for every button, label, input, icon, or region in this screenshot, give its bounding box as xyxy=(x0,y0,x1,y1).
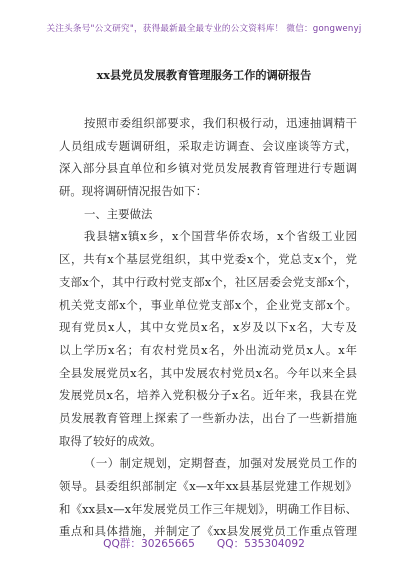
document-title: xx县党员发展教育管理服务工作的调研报告 xyxy=(96,68,312,82)
body-line: 机关党支部x个，事业单位党支部x个，企业党支部x个。 xyxy=(59,297,357,312)
body-line: 研。现将调研情况报告如下： xyxy=(59,184,208,199)
body-line: 人员组成专题调研组，采取走访调查、会议座谈等方式， xyxy=(59,138,357,153)
body-line: 领导。县委组织部制定《x—x年xx县基层党建工作规划》 xyxy=(59,479,357,493)
body-line: 重点和具体措施，并制定了《xx县发展党员工作重点管理 xyxy=(59,524,357,539)
body-line: 支部x个，其中行政村党支部x个，社区居委会党支部x个， xyxy=(59,274,357,289)
document-body xyxy=(59,112,357,543)
body-line: 和《xx县x—x年发展党员工作三年规划》，明确工作目标、 xyxy=(59,501,357,516)
footer-contact xyxy=(0,536,408,551)
body-line: 取得了较好的成效。 xyxy=(59,433,162,448)
body-line: 按照市委组织部要求，我们积极行动，迅速抽调精干 xyxy=(84,116,357,130)
header-banner: 关注头条号"公文研究"，获得最新最全最专业的公文资料库！ 微信：gongwenyj xyxy=(46,24,362,34)
body-line: 现有党员x人，其中女党员x名，x岁及以下x名，大专及 xyxy=(59,320,357,335)
section-heading: 一、主要做法 xyxy=(84,206,153,221)
body-line: 以上学历x名；有农村党员x名，外出流动党员x人。x年 xyxy=(59,342,357,357)
footer-qq-number: QQ：535304092 xyxy=(216,538,305,550)
body-line: 全县发展党员x名，其中发展农村党员x名。今年以来全县 xyxy=(59,365,357,380)
body-line: 发展党员x名，培养入党积极分子x名。近年来，我县在党 xyxy=(59,388,357,403)
body-line: 深入部分县直单位和乡镇对党员发展教育管理进行专题调 xyxy=(59,161,357,176)
subsection-line: （一）制定规划，定期督查，加强对发展党员工作的 xyxy=(84,456,357,471)
body-line: 区，共有x个基层党组织，其中党委x个，党总支x个，党 xyxy=(59,252,357,267)
body-line: 我县辖x镇x乡，x个国营华侨农场，x个省级工业园 xyxy=(84,229,357,244)
body-line: 员发展教育管理上探索了一些新办法，出台了一些新措施 xyxy=(59,410,357,425)
footer-qq-group: QQ群：30265665 xyxy=(103,538,195,550)
